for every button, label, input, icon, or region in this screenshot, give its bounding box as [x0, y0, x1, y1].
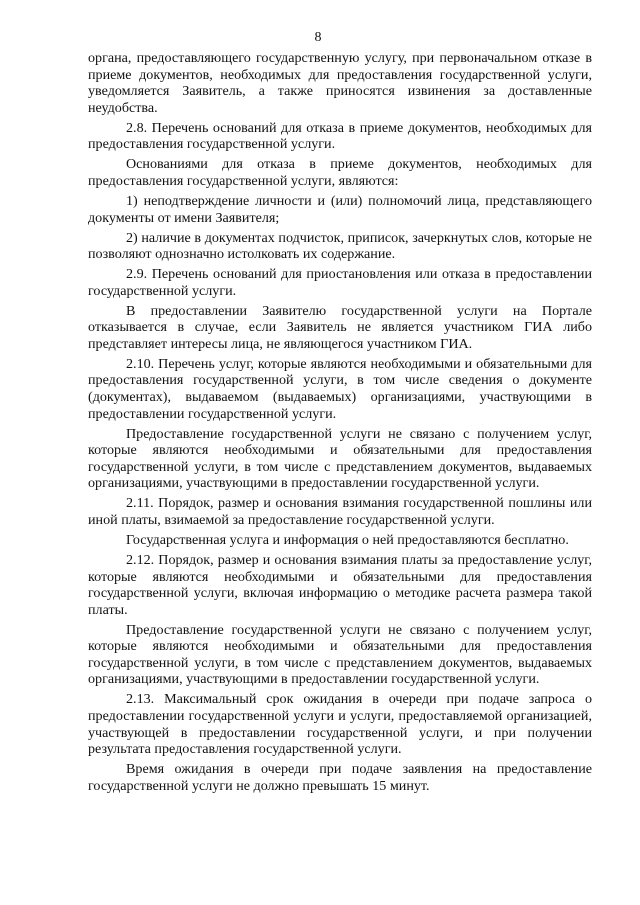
- page-number: 8: [314, 30, 322, 45]
- paragraph: Время ожидания в очереди при подаче заявления на предоставление государственной услуги не должно превышать 15 минут.: [88, 761, 592, 794]
- section-2-11-heading: 2.11. Порядок, размер и основания взимания государственной пошлины или иной платы, взимаемой за предоставление государственной услуги.: [88, 495, 592, 528]
- paragraph-continuation: органа, предоставляющего государственную услугу, при первоначальном отказе в приеме документов, необходимых для предоставления государственной услуги, уведомляется Заявитель, а также приносятся извинения за доставленные неудобства.: [88, 50, 592, 116]
- section-2-13-heading: 2.13. Максимальный срок ожидания в очереди при подаче запроса о предоставлении государственной услуги и услуги, предоставляемой организацией, участвующей в предоставлении государственной услуги, и при получении результата предоставления государственной услуги.: [88, 691, 592, 758]
- section-2-8-heading: 2.8. Перечень оснований для отказа в приеме документов, необходимых для предоставления государственной услуги.: [88, 119, 592, 153]
- section-2-9-heading: 2.9. Перечень оснований для приостановления или отказа в предоставлении государственной услуги.: [88, 266, 592, 299]
- list-item: 2) наличие в документах подчисток, приписок, зачеркнутых слов, которые не позволяют однозначно истолковать их содержание.: [88, 229, 592, 263]
- section-2-10-heading: 2.10. Перечень услуг, которые являются необходимыми и обязательными для предоставления государственной услуги, в том числе сведения о документе (документах), выдаваемом (выдаваемых) организациями, участвующими в предоставлении государственной услуги.: [88, 355, 592, 422]
- paragraph: В предоставлении Заявителю государственной услуги на Портале отказывается в случае, если Заявитель не является участником ГИА либо представляет интересы лица, не являющегося участником ГИА.: [88, 302, 592, 352]
- paragraph: Предоставление государственной услуги не связано с получением услуг, которые являются необходимыми и обязательными для предоставления государственной услуги, в том числе с представлением документов, выдаваемых организациями, участвующими в предоставлении государственной услуги.: [88, 621, 592, 688]
- section-2-12-heading: 2.12. Порядок, размер и основания взимания платы за предоставление услуг, которые являются необходимыми и обязательными для предоставления государственной услуги, включая информацию о методике расчета размера такой платы.: [88, 551, 592, 618]
- paragraph: Предоставление государственной услуги не связано с получением услуг, которые являются необходимыми и обязательными для предоставления государственной услуги, в том числе с представлением документов, выдаваемых организациями, участвующими в предоставлении государственной услуги.: [88, 425, 592, 492]
- paragraph: Основаниями для отказа в приеме документов, необходимых для предоставления государственной услуги, являются:: [88, 156, 592, 189]
- list-item: 1) неподтверждение личности и (или) полномочий лица, представляющего документы от имени Заявителя;: [88, 192, 592, 226]
- paragraph: Государственная услуга и информация о ней предоставляются бесплатно.: [126, 531, 569, 548]
